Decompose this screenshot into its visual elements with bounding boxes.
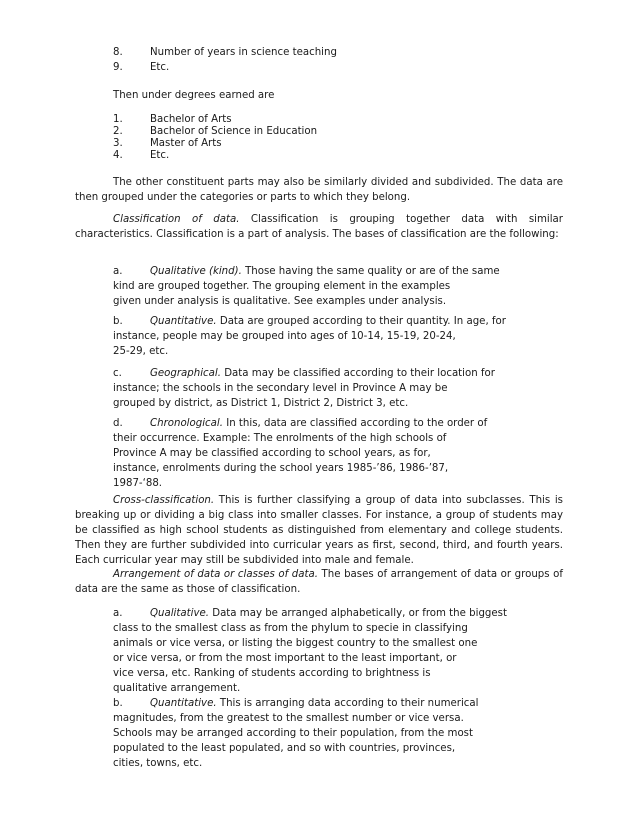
list-text: Etc. [150,150,170,161]
cross-heading: Cross-classification. [113,495,215,506]
arrangement-item [113,696,553,771]
item-term: Quantitative. [150,316,217,327]
classification-item [113,366,553,411]
arrangement-text: The bases of arrangement of data or groups of data are the same as those of classification. [75,569,563,595]
list-text: Bachelor of Science in Education [150,126,318,137]
degrees-intro: Then under degrees earned are [113,90,275,101]
list-number: 9. [113,62,123,73]
item-line: In this, data are classified according to the order of [222,418,488,429]
item-line: populated to the least populated, and so with countries, provinces, [113,743,456,754]
list-text: Number of years in science teaching [150,47,337,58]
list-text: Etc. [150,62,170,73]
item-label: c. [113,368,122,379]
item-line: Data are grouped according to their quantity. In age, for [216,316,506,327]
item-line: instance; the schools in the secondary level in Province A may be [113,383,448,394]
item-line: their occurrence. Example: The enrolments of the high schools of [113,433,447,444]
item-line: magnitudes, from the greatest to the smallest number or vice versa. [113,713,464,724]
item-label: a. [113,608,123,619]
item-line: qualitative arrangement. [113,683,241,694]
item-line: grouped by district, as District 1, District 2, District 3, etc. [113,398,409,409]
list-number: 4. [113,150,123,161]
list-text: Bachelor of Arts [150,114,232,125]
item-label: d. [113,418,123,429]
paragraph-cross-classification [75,493,563,568]
classification-item [113,314,553,359]
item-line: Schools may be arranged according to their population, from the most [113,728,473,739]
classification-heading: Classification of data. [113,214,240,225]
item-term: Qualitative (kind). [150,266,242,277]
item-line: This is arranging data according to their numerical [216,698,479,709]
list-number: 8. [113,47,123,58]
item-line: animals or vice versa, or listing the biggest country to the smallest one [113,638,478,649]
item-line: vice versa, etc. Ranking of students according to brightness is [113,668,431,679]
item-term: Quantitative. [150,698,217,709]
item-line: Province A may be classified according to school years, as for, [113,448,431,459]
item-line: 1987-‘88. [113,478,163,489]
list-text: Master of Arts [150,138,222,149]
arrangement-heading: Arrangement of data or classes of data. [113,569,318,580]
item-line: instance, enrolments during the school years 1985-’86, 1986-’87, [113,463,449,474]
item-line: Data may be arranged alphabetically, or from the biggest [208,608,507,619]
list-number: 3. [113,138,123,149]
list-number: 1. [113,114,123,125]
cross-text: This is further classifying a group of data into subclasses. This is breaking up or dividing a big class into smaller classes. For instance, a group of students may be classified as high school students as distinguished from elementary and college students. Then they are further subdivided into curricular years as first, second, third, and fourth years. Each curricular year may still be subdivided into male and female. [75,495,563,566]
item-line: or vice versa, or from the most important to the least important, or [113,653,457,664]
item-line: Those having the same quality or are of the same [241,266,500,277]
paragraph-arrangement [75,567,563,597]
item-line: Data may be classified according to their location for [220,368,495,379]
item-line: given under analysis is qualitative. See examples under analysis. [113,296,447,307]
item-line: 25-29, etc. [113,346,169,357]
classification-item [113,264,553,309]
paragraph-constituent: The other constituent parts may also be similarly divided and subdivided. The data are then grouped under the categories or parts to which they belong. [75,177,563,203]
classification-text: Classification is grouping together data with similar characteristics. Classification is a part of analysis. The bases of classification are the following: [75,214,563,240]
list-number: 2. [113,126,123,137]
arrangement-item [113,606,553,696]
item-line: class to the smallest class as from the phylum to specie in classifying [113,623,468,634]
item-line: cities, towns, etc. [113,758,203,769]
item-term: Geographical. [150,368,221,379]
item-label: a. [113,266,123,277]
item-label: b. [113,316,123,327]
item-term: Qualitative. [150,608,209,619]
item-line: instance, people may be grouped into ages of 10-14, 15-19, 20-24, [113,331,456,342]
paragraph-classification [75,212,563,242]
item-term: Chronological. [150,418,223,429]
item-line: kind are grouped together. The grouping element in the examples [113,281,451,292]
item-label: b. [113,698,123,709]
classification-item [113,416,553,491]
